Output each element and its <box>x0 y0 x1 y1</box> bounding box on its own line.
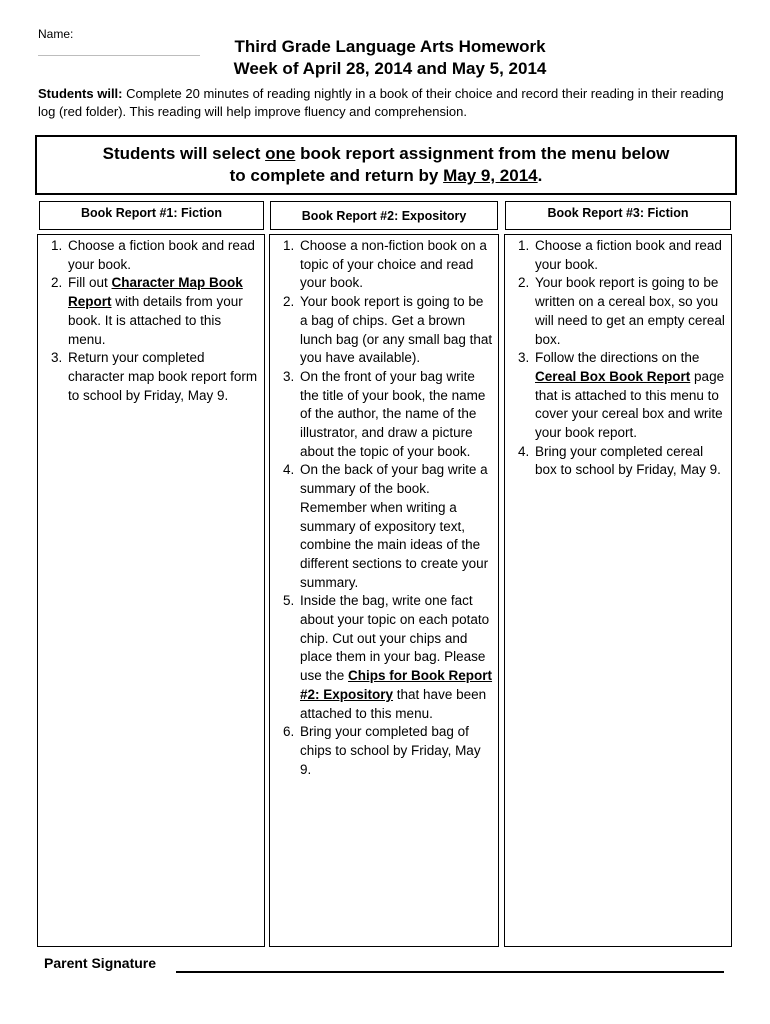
intro-text: Complete 20 minutes of reading nightly in a book of their choice and record their reading in their reading log (red folder). This reading will help improve fluency and comprehension. <box>38 86 724 119</box>
list-item <box>298 461 494 592</box>
assignment-instruction-box <box>35 135 737 195</box>
attached-form-link[interactable]: Character Map Book Report <box>68 275 243 310</box>
list-item <box>298 293 494 368</box>
attached-form-link[interactable]: Cereal Box Book Report <box>535 368 691 384</box>
intro-lead: Students will: <box>38 86 123 101</box>
item-text: Your book report is going to be written on a cereal box, so you will need to get an empty cereal box. <box>535 275 725 347</box>
list-item <box>533 349 727 443</box>
list-item <box>533 443 727 480</box>
column-heading-1: Book Report #1: Fiction <box>39 201 264 230</box>
name-line <box>38 55 200 56</box>
instruction-line-1: Students will select one book report assignment from the menu below <box>102 144 670 163</box>
list-item <box>298 592 494 723</box>
item-text: Choose a non-fiction book on a topic of your choice and read your book. <box>300 238 487 291</box>
item-text: Bring your completed bag of chips to school by Friday, May 9. <box>300 724 481 777</box>
item-text: Choose a fiction book and read your book. <box>68 238 255 272</box>
list-item <box>66 349 260 405</box>
instruction-list <box>38 235 264 405</box>
list-item <box>66 274 260 349</box>
column-2-instructions <box>269 234 499 947</box>
item-text: On the back of your bag write a summary of the book. Remember when writing a summary of expository text, combine the main ideas of the different sections to create your summary. <box>300 462 489 590</box>
instruction-list <box>505 235 731 480</box>
list-item <box>298 237 494 293</box>
item-text: Inside the bag, write one fact about your topic on each potato chip. Cut out your chips and place them in your bag. Please use the <box>300 593 490 684</box>
item-text: On the front of your bag write the title of your book, the name of the author, the name of the illustrator, and draw a picture about the topic of your book. <box>300 368 486 459</box>
item-text: Bring your completed cereal box to school by Friday, May 9. <box>535 443 721 478</box>
column-heading-2: Book Report #2: Expository <box>270 201 498 230</box>
due-date: May 9, 2014 <box>443 166 538 185</box>
list-item <box>533 237 727 274</box>
parent-signature-label: Parent Signature <box>44 955 157 971</box>
attached-form-link[interactable]: Chips for Book Report #2: Expository <box>300 668 493 702</box>
item-text: Fill out <box>68 275 112 291</box>
column-1-instructions <box>37 234 265 947</box>
item-text: Your book report is going to be a bag of chips. Get a brown lunch bag (or any small bag that you have available). <box>300 294 493 366</box>
instruction-line-2: to complete and return by May 9, 2014. <box>229 166 543 185</box>
emphasis-one: one <box>265 144 296 163</box>
item-text: with details from your book. It is attached to this menu. <box>68 294 243 347</box>
list-item <box>533 274 727 349</box>
instruction-list <box>270 235 498 779</box>
parent-signature-line[interactable] <box>176 971 724 973</box>
item-text: Return your completed character map book report form to school by Friday, May 9. <box>68 350 258 403</box>
list-item <box>298 723 494 779</box>
item-text: Choose a fiction book and read your book. <box>535 238 722 272</box>
name-label: Name: <box>38 27 74 41</box>
title-line-1: Third Grade Language Arts Homework <box>234 37 546 56</box>
column-3-instructions <box>504 234 732 947</box>
title-line-2: Week of April 28, 2014 and May 5, 2014 <box>233 59 547 78</box>
page-title <box>200 36 580 80</box>
item-text: Follow the directions on the <box>535 350 700 366</box>
list-item <box>298 368 494 462</box>
item-text: page that is attached to this menu to cover your cereal box and write your book report. <box>535 368 725 441</box>
intro-paragraph <box>38 85 738 121</box>
list-item <box>66 237 260 274</box>
item-text: that have been attached to this menu. <box>300 686 487 721</box>
column-heading-3: Book Report #3: Fiction <box>505 201 731 230</box>
